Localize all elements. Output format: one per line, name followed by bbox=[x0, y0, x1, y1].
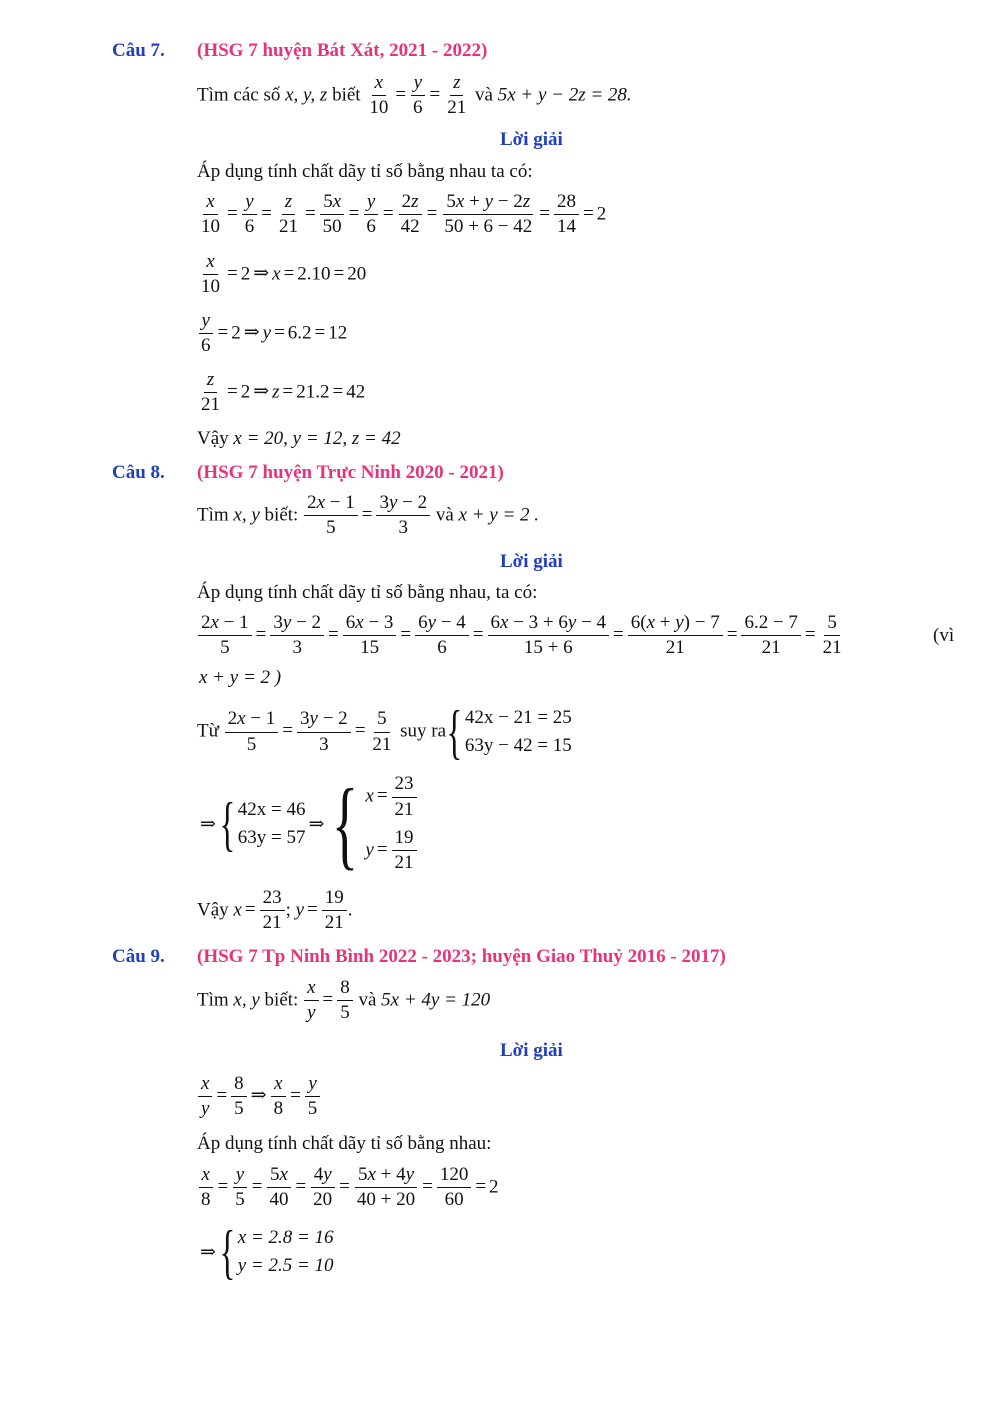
q9-result: ⇒ { x = 2.8 = 16 y = 2.5 = 10 bbox=[200, 1219, 334, 1285]
q8-conclusion: Vậy x = $\frac{23}{21}$ ; y = $\frac{19}{21}$ . bbox=[197, 887, 353, 934]
q7-conclusion-word: Vậy bbox=[197, 428, 229, 449]
q7-task-eq: 5x + y − 2z = 28. bbox=[497, 84, 632, 106]
q7-task-prefix: Tìm các số bbox=[197, 84, 281, 106]
q8-sys1-b: 63y − 42 = 15 bbox=[464, 735, 572, 756]
q8-intro: Áp dụng tính chất dãy tỉ số bằng nhau, ta có: bbox=[197, 582, 538, 603]
q9-source: (HSG 7 Tp Ninh Bình 2022 - 2023; huyện Giao Thuỷ 2016 - 2017) bbox=[197, 946, 726, 967]
q8-task-vars: x, y bbox=[233, 504, 260, 526]
q8-task: Tìm x, y biết: $\frac{2x - 1}{5}$ = $\frac{3y - 2}{3}$ và x + y = 2 . bbox=[197, 492, 540, 539]
q9-ratio-chain: $\frac{x}{8}$ = $\frac{y}{5}$ = $\frac{5x}{40}$ = $\frac{4y}{20}$ = $\frac{5x + 4y}{40 + 20}$ = $\frac{120}{60}$ = 2 bbox=[197, 1164, 499, 1212]
q7-conclusion-eq: x = 20, y = 12, z = 42 bbox=[233, 428, 401, 449]
q9-task-and: và bbox=[358, 989, 377, 1011]
q7-solution-title: Lời giải bbox=[500, 129, 563, 150]
q8-conclusion-word: Vậy bbox=[197, 899, 229, 921]
q7-label: Câu 7. bbox=[112, 40, 165, 61]
q8-note-open: (vì bbox=[933, 625, 955, 646]
q8-sys2-a: 42x = 46 bbox=[237, 799, 306, 820]
q7-task: Tìm các số x, y, z biết $\frac{x}{10}$ = $\frac{y}{6}$ = $\frac{z}{21}$ và 5x + y − 2z = 28. bbox=[197, 72, 632, 119]
q8-task-and: và bbox=[435, 504, 454, 526]
q8-label: Câu 8. bbox=[112, 462, 165, 483]
q8-source: (HSG 7 huyện Trực Ninh 2020 - 2021) bbox=[197, 462, 504, 483]
q8-infer-word: suy ra bbox=[400, 720, 447, 742]
q9-step-1: $\frac{x}{y}$ = $\frac{8}{5}$ ⇒ $\frac{x}{8}$ = $\frac{y}{5}$ bbox=[197, 1073, 321, 1121]
q7-task-and: và bbox=[475, 84, 493, 106]
q8-solve-line: ⇒ { 42x = 46 63y = 57 ⇒ { x = $\frac{23}{21}$ y = $\frac{19}{21}$ bbox=[197, 770, 418, 878]
q8-ratio-chain: $\frac{2x - 1}{5}$ = $\frac{3y - 2}{3}$ = $\frac{6x - 3}{15}$ = $\frac{6y - 4}{6}$ = $\frac{6x - 3 + 6y - 4}{15 + 6}$ = $\frac{6(x + y) - 7}{21}$ = $\frac{6.2 - 7}{21}$ = $\frac{5}{21}$ bbox=[197, 612, 846, 660]
q9-task-vars: x, y bbox=[233, 989, 260, 1011]
q8-from-line: Từ $\frac{2x - 1}{5}$ = $\frac{3y - 2}{3}$ = $\frac{5}{21}$ suy ra { 42x − 21 = 25 63y − 42 = 15 bbox=[197, 699, 572, 765]
q9-system: { x = 2.8 = 16 y = 2.5 = 10 bbox=[219, 1219, 334, 1285]
q7-step-z: $\frac{z}{21}$ = 2 ⇒ z = 21.2 = 42 bbox=[201, 369, 366, 416]
q9-solution-title: Lời giải bbox=[500, 1040, 563, 1061]
q7-task-vars: x, y, z bbox=[285, 84, 328, 106]
q7-step-x: $\frac{x}{10}$ = 2 ⇒ x = 2.10 = 20 bbox=[201, 251, 367, 298]
q9-sys-a: x = 2.8 = 16 bbox=[237, 1227, 334, 1248]
q9-label: Câu 9. bbox=[112, 946, 165, 967]
q8-system-1: { 42x − 21 = 25 63y − 42 = 15 bbox=[446, 699, 572, 765]
q7-source: (HSG 7 huyện Bát Xát, 2021 - 2022) bbox=[197, 40, 488, 61]
q7-conclusion bbox=[197, 428, 401, 450]
q9-intro: Áp dụng tính chất dãy tỉ số bằng nhau: bbox=[197, 1133, 492, 1154]
q9-task-prefix: Tìm bbox=[197, 989, 229, 1011]
q8-task-mid: biết: bbox=[264, 504, 299, 526]
q7-ratio-chain: $\frac{x}{10}$ = $\frac{y}{6}$ = $\frac{z}{21}$ = $\frac{5x}{50}$ = $\frac{y}{6}$ = $\frac{2z}{42}$ = $\frac{5x + y - 2z}{50 + 6 - 42}$ = $\frac{28}{14}$ = 2 bbox=[201, 191, 607, 238]
q8-system-2: { 42x = 46 63y = 57 bbox=[219, 791, 306, 857]
q9-task-mid: biết: bbox=[264, 989, 299, 1011]
q8-from-word: Từ bbox=[197, 720, 219, 742]
q7-task-mid: biết bbox=[332, 84, 361, 106]
q8-sys1-a: 42x − 21 = 25 bbox=[464, 707, 572, 728]
q8-sys2-b: 63y = 57 bbox=[237, 827, 306, 848]
q8-note-close: x + y = 2 ) bbox=[199, 667, 282, 688]
q9-task-eq: 5x + 4y = 120 bbox=[381, 989, 491, 1011]
q9-sys-b: y = 2.5 = 10 bbox=[237, 1255, 334, 1276]
q8-solution-title: Lời giải bbox=[500, 551, 563, 572]
q8-task-prefix: Tìm bbox=[197, 504, 229, 526]
q7-intro: Áp dụng tính chất dãy tỉ số bằng nhau ta có: bbox=[197, 161, 533, 182]
q9-task: Tìm x, y biết: $\frac{x}{y}$ = $\frac{8}{5}$ và 5x + 4y = 120 bbox=[197, 977, 491, 1024]
q8-system-3: { x = $\frac{23}{21}$ y = $\frac{19}{21}$ bbox=[327, 770, 417, 878]
q8-task-eq: x + y = 2 . bbox=[458, 504, 540, 526]
q7-step-y: $\frac{y}{6}$ = 2 ⇒ y = 6.2 = 12 bbox=[197, 310, 347, 358]
